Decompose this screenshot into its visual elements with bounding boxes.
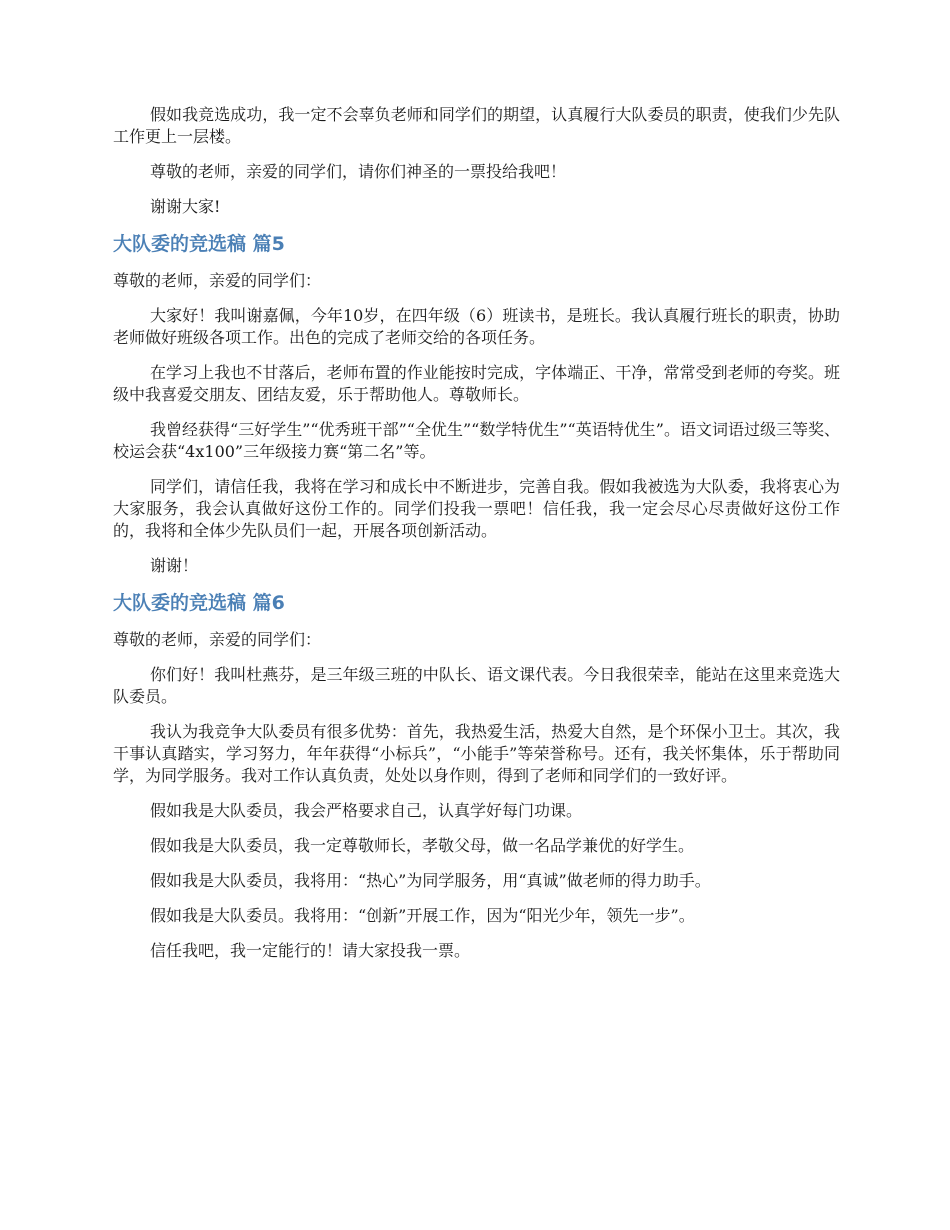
section-6 xyxy=(113,590,840,962)
paragraph: 尊敬的老师，亲爱的同学们，请你们神圣的一票投给我吧！ xyxy=(150,162,567,181)
document-page xyxy=(113,104,840,975)
section-5 xyxy=(113,231,840,577)
paragraph: 谢谢大家! xyxy=(150,197,221,216)
paragraph: 假如我是大队委员，我将用：“热心”为同学服务，用“真诚”做老师的得力助手。 xyxy=(150,871,711,890)
paragraph: 你们好！我叫杜燕芬，是三年级三班的中队长、语文课代表。今日我很荣幸，能站在这里来竞选大队委员。 xyxy=(113,665,840,706)
section-4-conclusion xyxy=(113,104,840,218)
paragraph: 我曾经获得“三好学生”“优秀班干部”“全优生”“数学特优生”“英语特优生”。语文词语过级三等奖、校运会获“4x100”三年级接力赛“第二名”等。 xyxy=(113,420,840,461)
salutation: 尊敬的老师，亲爱的同学们： xyxy=(113,271,322,290)
paragraph: 假如我是大队委员，我会严格要求自己，认真学好每门功课。 xyxy=(150,801,583,820)
paragraph: 假如我是大队委员，我一定尊敬师长，孝敬父母，做一名品学兼优的好学生。 xyxy=(150,836,695,855)
section-heading: 大队委的竞选稿 篇6 xyxy=(113,592,285,614)
salutation: 尊敬的老师，亲爱的同学们： xyxy=(113,630,322,649)
paragraph: 大家好！我叫谢嘉佩，今年10岁，在四年级（6）班读书，是班长。我认真履行班长的职责，协助老师做好班级各项工作。出色的完成了老师交给的各项任务。 xyxy=(113,306,840,347)
paragraph: 信任我吧，我一定能行的！请大家投我一票。 xyxy=(150,941,471,960)
paragraph: 在学习上我也不甘落后，老师布置的作业能按时完成，字体端正、干净，常常受到老师的夸奖。班级中我喜爱交朋友、团结友爱，乐于帮助他人。尊敬师长。 xyxy=(113,363,840,404)
paragraph: 我认为我竞争大队委员有很多优势：首先，我热爱生活，热爱大自然，是个环保小卫士。其次，我干事认真踏实，学习努力，年年获得“小标兵”，“小能手”等荣誉称号。还有，我关怀集体，乐于帮助同学，为同学服务。我对工作认真负责，处处以身作则，得到了老师和同学们的一致好评。 xyxy=(113,722,840,785)
section-heading: 大队委的竞选稿 篇5 xyxy=(113,233,285,255)
paragraph: 谢谢！ xyxy=(150,556,199,575)
paragraph: 同学们，请信任我，我将在学习和成长中不断进步，完善自我。假如我被选为大队委，我将衷心为大家服务，我会认真做好这份工作的。同学们投我一票吧！信任我，我一定会尽心尽责做好这份工作的，我将和全体少先队员们一起，开展各项创新活动。 xyxy=(113,477,840,540)
paragraph: 假如我竞选成功，我一定不会辜负老师和同学们的期望，认真履行大队委员的职责，使我们少先队工作更上一层楼。 xyxy=(113,105,840,146)
paragraph: 假如我是大队委员。我将用：“创新”开展工作，因为“阳光少年，领先一步”。 xyxy=(150,906,695,925)
